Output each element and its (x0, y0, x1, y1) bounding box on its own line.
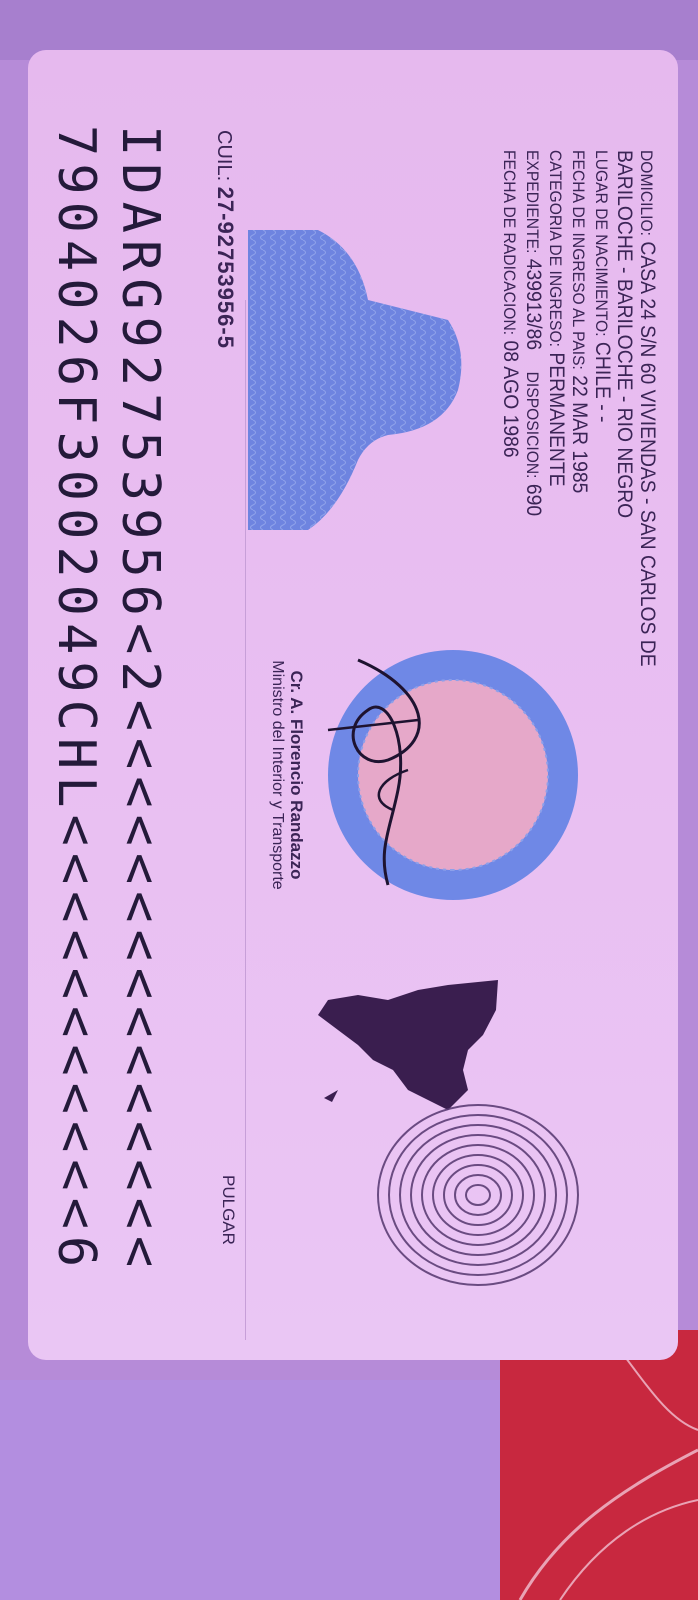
mrz-line-2: 7904026F3002049CHL<<<<<<<<<<<6 (46, 125, 106, 1275)
mrz-line-1: IDARG92753956<2<<<<<<<<<<<<<<< (110, 125, 170, 1275)
domicilio-line-1 (635, 150, 658, 978)
domicilio-value: CASA 24 S/N 60 VIVIENDAS - SAN CARLOS DE (636, 241, 659, 667)
lugar-label: LUGAR DE NACIMIENTO: (592, 150, 611, 337)
domicilio-label: DOMICILIO: (637, 150, 656, 237)
categoria-label: CATEGORIA DE INGRESO: (546, 150, 565, 347)
domicilio-line-2: BARILOCHE - BARILOCHE - RIO NEGRO (613, 150, 636, 519)
signature (318, 650, 448, 900)
lugar-value: CHILE - - (591, 341, 614, 423)
ghost-photo-image (248, 230, 468, 530)
expediente-label: EXPEDIENTE: (523, 150, 542, 254)
personal-data-block (498, 150, 658, 1050)
cuil-label: CUIL: (213, 130, 235, 182)
categoria-line (544, 150, 567, 978)
divider (245, 300, 246, 1340)
disposicion-value: 690 (522, 483, 545, 517)
cuil-line (212, 130, 238, 349)
radicacion-value: 08 AGO 1986 (499, 340, 522, 458)
ingreso-line (567, 150, 590, 978)
ingreso-value: 22 MAR 1985 (568, 375, 591, 494)
thumbprint-image (368, 1090, 588, 1300)
expediente-value: 439913/86 (522, 258, 545, 351)
disposicion-label: DISPOSICION: (523, 371, 542, 479)
ingreso-label: FECHA DE INGRESO AL PAIS: (569, 150, 588, 370)
signer-block (268, 610, 306, 940)
expediente-line (521, 150, 544, 978)
signer-name: Cr. A. Florencio Randazzo (287, 670, 306, 880)
radicacion-line (498, 150, 521, 978)
cuil-value: 27-92753956-5 (213, 186, 238, 349)
ministry-title: Ministro del Interior y Transporte (269, 660, 286, 890)
radicacion-label: FECHA DE RADICACION: (500, 150, 519, 336)
lugar-line (590, 150, 613, 978)
red-cloth (500, 1330, 698, 1600)
pulgar-label: PULGAR (219, 1175, 238, 1245)
categoria-value: PERMANENTE (545, 352, 568, 487)
id-card-back (28, 50, 678, 1360)
